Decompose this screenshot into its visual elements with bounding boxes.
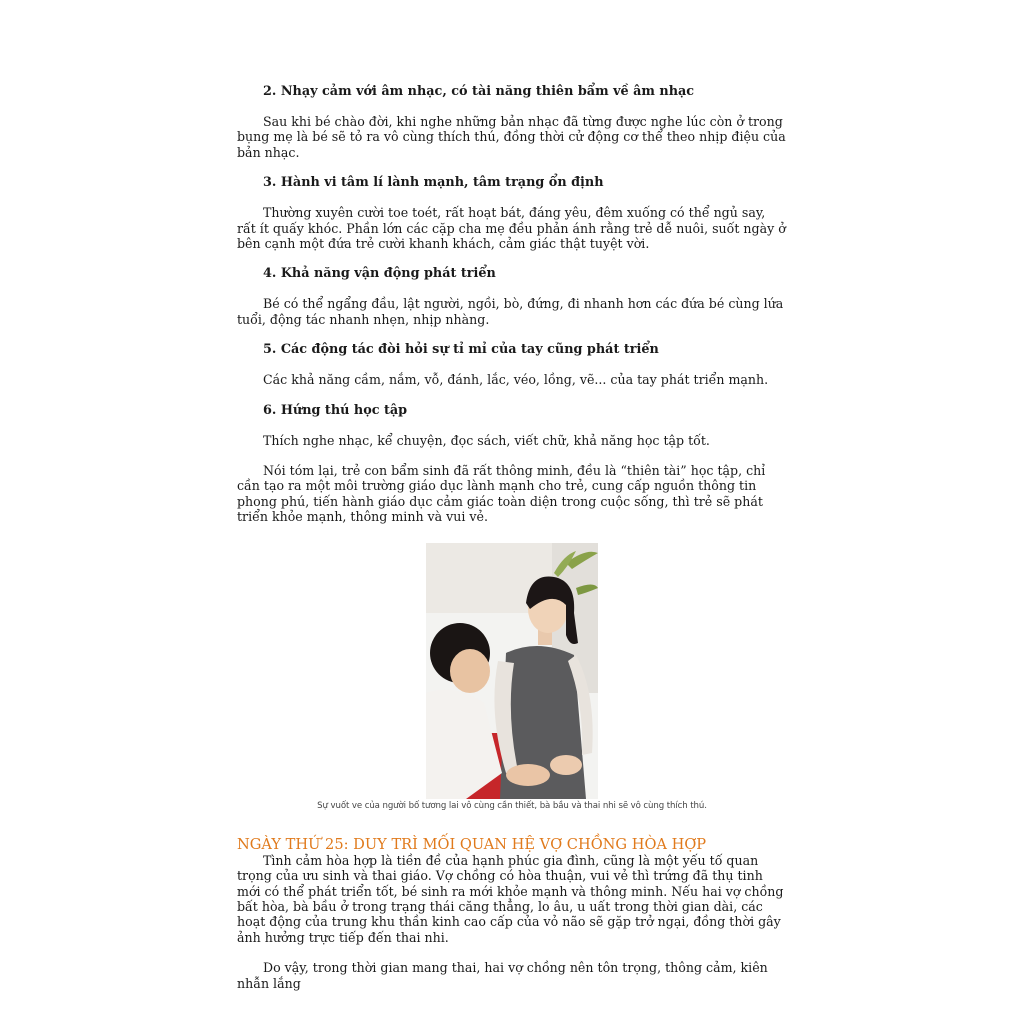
section-heading: 3. Hành vi tâm lí lành mạnh, tâm trạng ổn định	[263, 175, 604, 191]
section-heading: 2. Nhạy cảm với âm nhạc, có tài năng thiên bẩm về âm nhạc	[263, 84, 695, 99]
day-paragraph: Do vậy, trong thời gian mang thai, hai vợ chồng nên tôn trọng, thông cảm, kiên nhẫn lắng	[237, 960, 768, 991]
section-body: Các khả năng cầm, nắm, vỗ, đánh, lắc, véo, lồng, vẽ... của tay phát triển mạnh.	[263, 372, 769, 388]
summary-paragraph: Nói tóm lại, trẻ con bẩm sinh đã rất thông minh, đều là “thiên tài” học tập, chỉ cần tạo ra một môi trường giáo dục lành mạnh cho trẻ, cung cấp nguồn thông tin phong phú, tiến hành giáo dục cảm giác toàn diện trong cuộc sống, thì trẻ sẽ phát triển khỏe mạnh, thông minh và vui vẻ.	[237, 463, 766, 525]
section-heading: 4. Khả năng vận động phát triển	[263, 266, 496, 282]
day-title: NGÀY THỨ 25: DUY TRÌ MỐI QUAN HỆ VỢ CHỒNG HÒA HỢP	[237, 835, 707, 853]
section-heading: 5. Các động tác đòi hỏi sự tỉ mỉ của tay cũng phát triển	[263, 342, 659, 358]
section-body: Thích nghe nhạc, kể chuyện, đọc sách, viết chữ, khả năng học tập tốt.	[263, 432, 710, 448]
figure	[237, 543, 787, 812]
document-page	[237, 84, 787, 991]
couple-photo	[426, 543, 598, 799]
section-heading: 6. Hứng thú học tập	[263, 402, 408, 418]
figure-caption: Sự vuốt ve của người bố tương lai vô cùng cần thiết, bà bầu và thai nhi sẽ vô cùng thích thú.	[317, 800, 707, 811]
section-body: Bé có thể ngẩng đầu, lật người, ngồi, bò, đứng, đi nhanh hơn các đứa bé cùng lứa tuổi, động tác nhanh nhẹn, nhịp nhàng.	[237, 296, 784, 327]
day-paragraph: Tình cảm hòa hợp là tiền đề của hạnh phúc gia đình, cũng là một yếu tố quan trọng của ưu sinh và thai giáo. Vợ chồng có hòa thuận, vui vẻ thì trứng đã thụ tinh mới có thể phát triển tốt, bé sinh ra mới khỏe mạnh và thông minh. Nếu hai vợ chồng bất hòa, bà bầu ở trong trạng thái căng thẳng, lo âu, u uất trong thời gian dài, các hoạt động của trung khu thần kinh cao cấp của vỏ não sẽ gặp trở ngại, đồng thời gây ảnh hưởng trực tiếp đến thai nhi.	[237, 852, 784, 945]
section-body: Thường xuyên cười toe toét, rất hoạt bát, đáng yêu, đêm xuống có thể ngủ say, rất ít quấy khóc. Phần lớn các cặp cha mẹ đều phản ánh rằng trẻ dễ nuôi, suốt ngày ở bên cạnh một đứa trẻ cười khanh khách, cảm giác thật tuyệt vời.	[237, 205, 786, 252]
section-body: Sau khi bé chào đời, khi nghe những bản nhạc đã từng được nghe lúc còn ở trong bụng mẹ là bé sẽ tỏ ra vô cùng thích thú, đồng thời cử động cơ thể theo nhịp điệu của bản nhạc.	[237, 114, 786, 160]
